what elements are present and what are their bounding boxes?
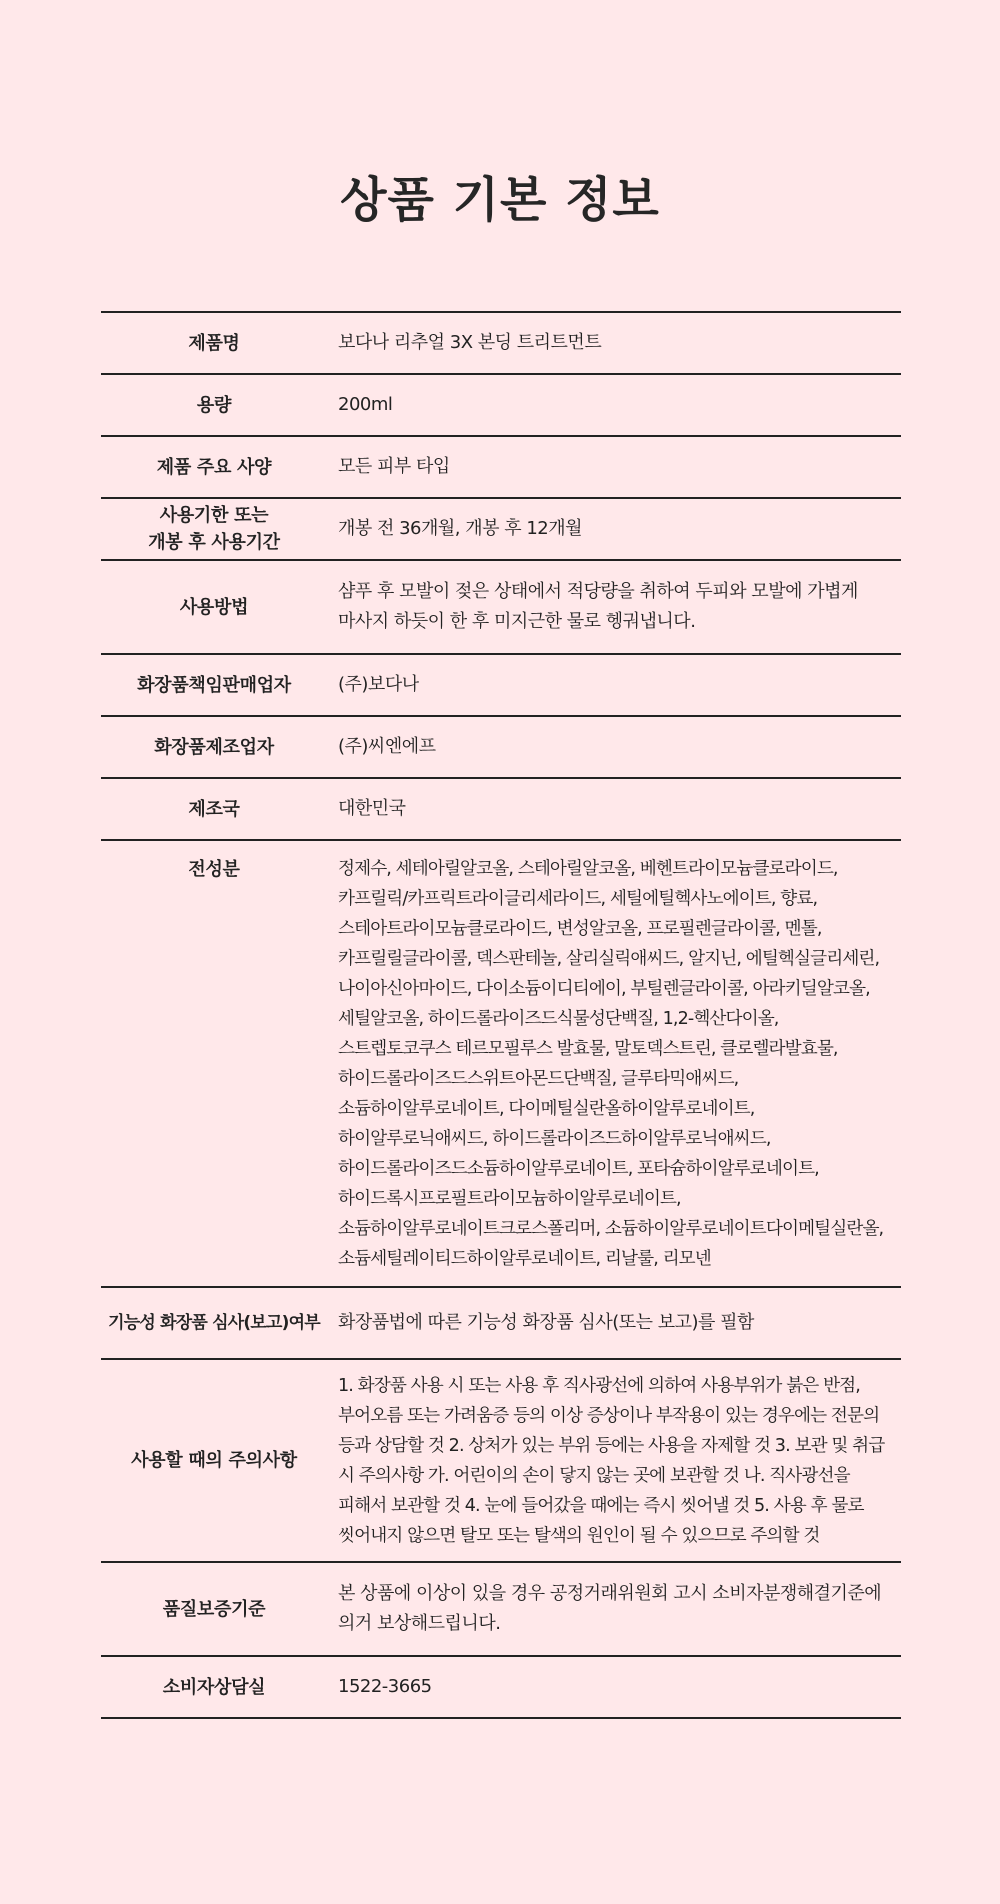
row-label: 화장품제조업자 <box>154 736 274 758</box>
row-label: 제조국 <box>188 798 240 820</box>
row-value: 정제수, 세테아릴알코올, 스테아릴알코올, 베헨트라이모늄클로라이드, 카프릴릭/카프릭트라이글리세라이드, 세틸에틸헥사노에이트, 향료, 스테아트라이모늄클로라이드, 변성알코올, 프로필렌글라이콜, 멘톨, 카프릴릴글라이콜, 덱스판테놀, 살리실릭애씨드, 알지닌, 에틸헥실글리세린, 나이아신아마이드, 다이소듐이디티에이, 부틸렌글라이콜, 아라키딜알코올, 세틸알코올, 하이드롤라이즈드식물성단백질, 1,2-헥산다이올, 스트렙토코쿠스 테르모필루스 발효물, 말토덱스트린, 클로렐라발효물, 하이드롤라이즈드스위트아몬드단백질, 글루타믹애씨드, 소듐하이알루로네이트, 다이메틸실란올하이알루로네이트, 하이알루로닉애씨드, 하이드롤라이즈드하이알루로닉애씨드, 하이드롤라이즈드소듐하이알루로네이트, 포타슘하이알루로네이트, 하이드록시프로필트라이모늄하이알루로네이트, 소듐하이알루로네이트크로스폴리머, 소듐하이알루로네이트다이메틸실란올, 소듐세틸레이티드하이알루로네이트, 리날룰, 리모넨 <box>338 859 884 1269</box>
row-value: 보다나 리추얼 3X 본딩 트리트먼트 <box>338 332 602 353</box>
row-value: 1. 화장품 사용 시 또는 사용 후 직사광선에 의하여 사용부위가 붉은 반점, 부어오름 또는 가려움증 등의 이상 증상이나 부작용이 있는 경우에는 전문의 등과 상담할 것 2. 상처가 있는 부위 등에는 사용을 자제할 것 3. 보관 및 취급 시 주의사항 가. 어린이의 손이 닿지 않는 곳에 보관할 것 나. 직사광선을 피해서 보관할 것 4. 눈에 들어갔을 때에는 즉시 씻어낼 것 5. 사용 후 물로 씻어내지 않으면 탈모 또는 탈색의 원인이 될 수 있으므로 주의할 것 <box>338 1375 885 1546</box>
table-row-product-name <box>101 313 901 375</box>
row-value: (주)보다나 <box>338 674 419 695</box>
table-row-cautions <box>101 1360 901 1563</box>
table-row-consumer-center <box>101 1657 901 1719</box>
row-value: 본 상품에 이상이 있을 경우 공정거래위원회 고시 소비자분쟁해결기준에 의거 보상해드립니다. <box>338 1583 882 1634</box>
row-label: 전성분 <box>188 859 240 880</box>
table-row-ingredients <box>101 841 901 1288</box>
row-label: 기능성 화장품 심사(보고)여부 <box>108 1312 320 1333</box>
row-value: 화장품법에 따른 기능성 화장품 심사(또는 보고)를 필함 <box>338 1312 754 1333</box>
row-value: (주)씨엔에프 <box>338 736 436 757</box>
row-label: 화장품책임판매업자 <box>137 674 291 696</box>
row-label: 제품명 <box>188 332 240 354</box>
row-label: 사용방법 <box>179 596 249 618</box>
table-row-manufacturer <box>101 717 901 779</box>
row-value: 1522-3665 <box>338 1676 432 1697</box>
table-row-volume <box>101 375 901 437</box>
row-label-line: 개봉 후 사용기간 <box>148 532 280 553</box>
table-row-expiry <box>101 499 901 561</box>
page-title: 상품 기본 정보 <box>340 172 660 228</box>
row-value: 200ml <box>338 394 393 415</box>
table-row-distributor <box>101 655 901 717</box>
row-label: 품질보증기준 <box>162 1598 266 1620</box>
table-row-country <box>101 779 901 841</box>
table-row-functional-review <box>101 1288 901 1360</box>
table-row-quality-standard <box>101 1563 901 1657</box>
row-value: 대한민국 <box>338 798 406 819</box>
table-row-usage <box>101 561 901 655</box>
row-label: 소비자상담실 <box>162 1676 266 1698</box>
table-row-main-spec <box>101 437 901 499</box>
product-info-table <box>101 311 901 1719</box>
row-value: 모든 피부 타입 <box>338 456 450 477</box>
row-label: 사용할 때의 주의사항 <box>131 1450 297 1471</box>
row-value: 샴푸 후 모발이 젖은 상태에서 적당량을 취하여 두피와 모발에 가볍게 마사지 하듯이 한 후 미지근한 물로 헹궈냅니다. <box>338 581 858 632</box>
row-label: 제품 주요 사양 <box>156 456 272 478</box>
row-label: 용량 <box>196 394 232 416</box>
row-value: 개봉 전 36개월, 개봉 후 12개월 <box>338 518 583 539</box>
row-label <box>101 502 327 556</box>
row-label-line: 사용기한 또는 <box>159 505 269 526</box>
